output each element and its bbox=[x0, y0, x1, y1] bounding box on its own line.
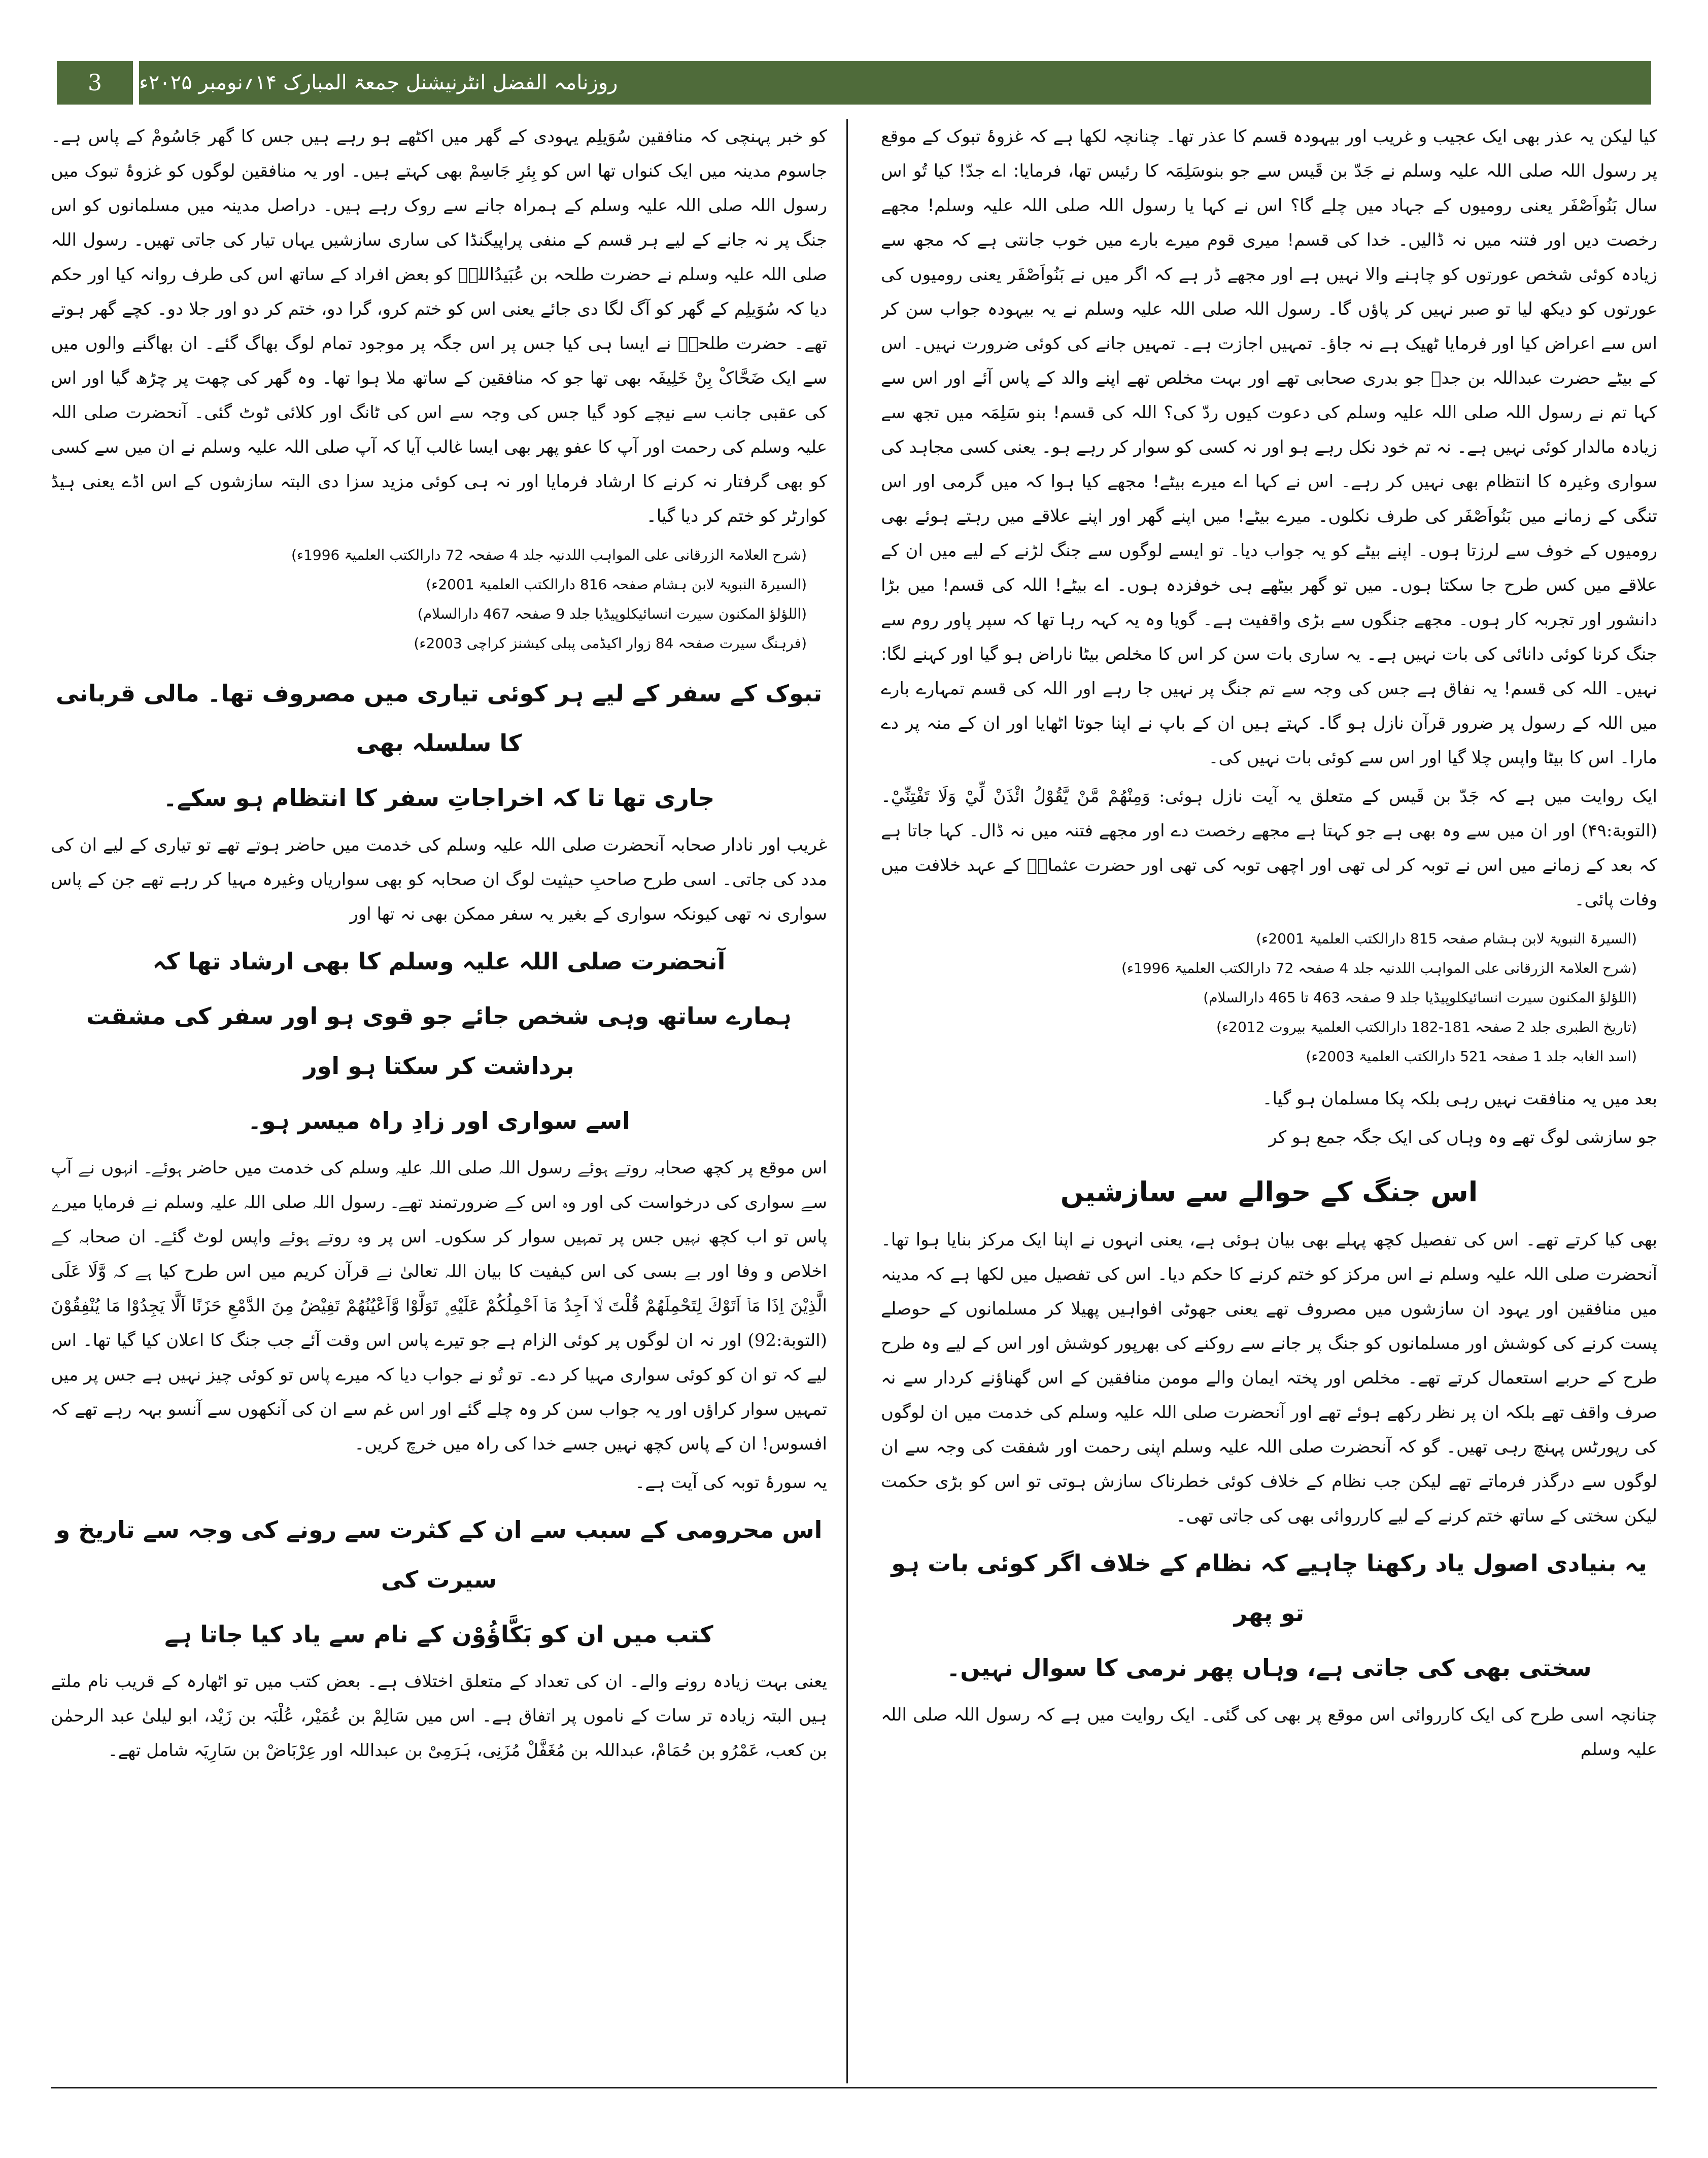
paragraph: یعنی بہت زیادہ رونے والے۔ ان کی تعداد کے متعلق اختلاف ہے۔ بعض کتب میں تو اٹھارہ کے قریب نام ملتے ہیں البتہ زیادہ تر سات کے ناموں پر اتفاق ہے۔ اس میں سَالِمْ بن عُمَیْر، عُلْبَہ بن زَیْد، ابو لیلیٰ عبد الرحمٰن بن کعب، عَمْرُو بن حُمَامْ، عبداللہ بن مُغَفَّلْ مُزَنِی، ہَرَمِیْ بن عبداللہ اور عِرْبَاضْ بن سَارِیَہ شامل تھے۔ bbox=[51, 1671, 827, 1761]
right-column bbox=[881, 119, 1657, 2099]
paragraph: غریب اور نادار صحابہ آنحضرت صلی اللہ علیہ وسلم کی خدمت میں حاضر ہوتے تھے تو تیاری کے لیے ان کی مدد کی جاتی۔ اسی طرح صاحبِ حیثیت لوگ ان صحابہ کو بھی سواریاں وغیرہ مہیا کر رہے تھے جن کے پاس سواری نہ تھی کیونکہ سواری کے بغیر یہ سفر ممکن بھی نہ تھا اور bbox=[51, 835, 827, 924]
reference: (تاریخ الطبری جلد 2 صفحہ 181-182 دارالکتب العلمیۃ بیروت 2012ء) bbox=[1216, 1019, 1637, 1035]
paragraph: اس موقع پر کچھ صحابہ روتے ہوئے رسول اللہ صلی اللہ علیہ وسلم کی خدمت میں حاضر ہوئے۔ انہوں نے آپ سے سواری کی درخواست کی اور وہ اس کے ضرورتمند تھے۔ رسول اللہ صلی اللہ علیہ وسلم نے فرمایا میرے پاس تو اب کچھ نہیں جس پر تمہیں سوار کر سکوں۔ اس پر وہ روتے ہوئے واپس لوٹ گئے۔ ان صحابہ کے اخلاص و وفا اور بے بسی کی اس کیفیت کا بیان اللہ تعالیٰ نے قرآن کریم میں اس طرح کیا ہے کہ وَّلَا عَلَى الَّذِيْنَ اِذَا مَاۤ اَتَوْكَ لِتَحْمِلَهُمْ قُلْتَ لَاۤ اَجِدُ مَاۤ اَحْمِلُكُمْ عَلَيْهِ ۪ تَوَلَّوْا وَّاَعْيُنُهُمْ تَفِيْضُ مِنَ الدَّمْعِ حَزَنًا اَلَّا يَجِدُوْا مَا يُنْفِقُوْنَ (التوبة:92) اور نہ ان لوگوں پر کوئی الزام ہے جو تیرے پاس اس وقت آئے جب جنگ کا اعلان کیا گیا تھا۔ اس لیے کہ تو ان کو کوئی سواری مہیا کر دے۔ تو تُو نے جواب دیا کہ میرے پاس تو کوئی چیز نہیں ہے جس پر میں تمہیں سوار کراؤں اور یہ جواب سن کر وہ چلے گئے اور اس غم سے ان کی آنکھوں سے آنسو بہہ رہے تھے کہ افسوس! ان کے پاس کچھ نہیں جسے خدا کی راہ میں خرچ کریں۔ bbox=[51, 1158, 827, 1454]
highlight-quote: تبوک کے سفر کے لیے ہر کوئی تیاری میں مصروف تھا۔ مالی قربانی کا سلسلہ بھی bbox=[55, 680, 823, 757]
highlight-quote: یہ بنیادی اصول یاد رکھنا چاہیے کہ نظام کے خلاف اگر کوئی بات ہو تو پھر bbox=[891, 1549, 1647, 1627]
page-number: 3 bbox=[57, 61, 133, 105]
left-column bbox=[51, 119, 827, 2099]
section-heading: اس جنگ کے حوالے سے سازشیں bbox=[1060, 1176, 1478, 1208]
paragraph: ایک روایت میں ہے کہ جَدّ بن قَیس کے متعلق یہ آیت نازل ہوئی: وَمِنْهُمْ مَّنْ يَّقُوْلُ ائْذَنْ لِّيْ وَلَا تَفْتِنِّيْ۔ (التوبة:۴۹) اور ان میں سے وہ بھی ہے جو کہتا ہے مجھے رخصت دے اور مجھے فتنہ میں نہ ڈال۔ کہا جاتا ہے کہ بعد کے زمانے میں اس نے توبہ کر لی تھی اور اچھی توبہ کی تھی اور حضرت عثمانؓ کے عہد خلافت میں وفات پائی۔ bbox=[881, 786, 1657, 910]
page-header bbox=[57, 61, 1651, 105]
reference: (فرہنگ سیرت صفحہ 84 زوار اکیڈمی پبلی کیشنز کراچی 2003ء) bbox=[414, 635, 807, 652]
paragraph: کیا لیکن یہ عذر بھی ایک عجیب و غریب اور بیہودہ قسم کا عذر تھا۔ چنانچہ لکھا ہے کہ غزوۂ تبوک کے موقع پر رسول اللہ صلی اللہ علیہ وسلم نے جَدّ بن قَیس سے جو بنوسَلِمَہ کا رئیس تھا، فرمایا: اے جدّ! کیا تُو اس سال بَنُواَصْفَر یعنی رومیوں کے جہاد میں چلے گا؟ اس نے کہا یا رسول اللہ صلی اللہ علیہ وسلم! مجھے رخصت دیں اور فتنہ میں نہ ڈالیں۔ خدا کی قسم! میری قوم میرے بارے میں خوب جانتی ہے کہ مجھ سے زیادہ کوئی شخص عورتوں کو چاہنے والا نہیں ہے اور مجھے ڈر ہے کہ اگر میں نے بَنُواَصْفَر یعنی رومیوں کی عورتوں کو دیکھ لیا تو صبر نہیں کر پاؤں گا۔ رسول اللہ صلی اللہ علیہ وسلم نے یہ بیہودہ جواب سن کر اس سے اعراض کیا اور فرمایا ٹھیک ہے نہ جاؤ۔ تمہیں اجازت ہے۔ تمہیں جانے کی کوئی ضرورت نہیں۔ اس کے بیٹے حضرت عبداللہ بن جدؓ جو بدری صحابی تھے اور بہت مخلص تھے اپنے والد کے پاس آئے اور اس سے کہا تم نے رسول اللہ صلی اللہ علیہ وسلم کی دعوت کیوں ردّ کی؟ اللہ کی قسم! بنو سَلِمَہ میں تجھ سے زیادہ مالدار کوئی نہیں ہے۔ نہ تم خود نکل رہے ہو اور نہ کسی کو سوار کر رہے ہو۔ یعنی کسی مجاہد کی سواری وغیرہ کا انتظام بھی نہیں کر رہے۔ اس نے کہا اے میرے بیٹے! مجھے کیا ہوا کہ میں گرمی اور اس تنگی کے زمانے میں بَنُواَصْفَر کی طرف نکلوں۔ میرے بیٹے! میں اپنے گھر اور اپنے علاقے میں رہتے ہوئے بھی رومیوں کے خوف سے لرزتا ہوں۔ اپنے بیٹے کو یہ جواب دیا۔ تو ایسے لوگوں سے جنگ لڑنے کے لیے میں ان کے علاقے میں کس طرح جا سکتا ہوں۔ میں تو گھر بیٹھے ہی خوفزدہ ہوں۔ اے بیٹے! اللہ کی قسم! میں بڑا دانشور اور تجربہ کار ہوں۔ مجھے جنگوں سے بڑی واقفیت ہے۔ گویا وہ یہ کہہ رہا تھا کہ سپر پاور روم سے جنگ کرنا کوئی دانائی کی بات نہیں ہے۔ یہ ساری بات سن کر اس کا مخلص بیٹا ناراض ہو گیا اور کہنے لگا: نہیں۔ اللہ کی قسم! یہ نفاق ہے جس کی وجہ سے تم جنگ پر نہیں جا رہے اور اللہ کی قسم تمہارے بارے میں اللہ کے رسول پر ضرور قرآن نازل ہو گا۔ کہتے ہیں ان کے باپ نے اپنا جوتا اٹھایا اور ان کے منہ پر دے مارا۔ اس کا بیٹا واپس چلا گیا اور اس سے کوئی بات نہیں کی۔ bbox=[881, 126, 1657, 768]
paragraph: چنانچہ اسی طرح کی ایک کارروائی اس موقع پر بھی کی گئی۔ ایک روایت میں ہے کہ رسول اللہ صلی اللہ علیہ وسلم bbox=[881, 1705, 1657, 1760]
reference: (السیرۃ النبویۃ لابن ہشام صفحہ 815 دارالکتب العلمیۃ 2001ء) bbox=[1256, 930, 1637, 947]
bottom-rule bbox=[51, 2087, 1657, 2088]
highlight-quote: کتب میں ان کو بَکَّاؤُوْن کے نام سے یاد کیا جاتا ہے bbox=[164, 1621, 713, 1648]
highlight-quote: ہمارے ساتھ وہی شخص جائے جو قوی ہو اور سفر کی مشقت برداشت کر سکتا ہو اور bbox=[86, 1002, 792, 1080]
paragraph: یہ سورۂ توبہ کی آیت ہے۔ bbox=[635, 1472, 827, 1493]
reference: (اللؤلؤ المکنون سیرت انسائیکلوپیڈیا جلد 9 صفحہ 467 دارالسلام) bbox=[417, 605, 807, 622]
paragraph: جو سازشی لوگ تھے وہ وہاں کی ایک جگہ جمع ہو کر bbox=[1269, 1127, 1657, 1148]
newspaper-title: روزنامہ الفضل انٹرنیشنل جمعۃ المبارک ۱۴؍نومبر ۲۰۲۵ء bbox=[139, 71, 618, 94]
reference: (اللؤلؤ المکنون سیرت انسائیکلوپیڈیا جلد 9 صفحہ 463 تا 465 دارالسلام) bbox=[1203, 989, 1637, 1006]
reference-list bbox=[51, 541, 827, 658]
reference: (شرح العلامۃ الزرقانی علی المواہب اللدنیہ جلد 4 صفحہ 72 دارالکتب العلمیۃ 1996ء) bbox=[1121, 960, 1637, 976]
highlight-quote: سختی بھی کی جاتی ہے، وہاں پھر نرمی کا سوال نہیں۔ bbox=[946, 1654, 1592, 1681]
newspaper-title-bar bbox=[139, 61, 1651, 105]
highlight-quote: اسے سواری اور زادِ راہ میسر ہو۔ bbox=[248, 1107, 630, 1134]
reference: (السیرۃ النبویۃ لابن ہشام صفحہ 816 دارالکتب العلمیۃ 2001ء) bbox=[426, 576, 807, 593]
column-divider bbox=[846, 119, 848, 2083]
highlight-quote: آنحضرت صلی اللہ علیہ وسلم کا بھی ارشاد تھا کہ bbox=[152, 948, 726, 975]
reference: (شرح العلامۃ الزرقانی علی المواہب اللدنیہ جلد 4 صفحہ 72 دارالکتب العلمیۃ 1996ء) bbox=[291, 547, 807, 563]
highlight-quote: اس محرومی کے سبب سے ان کے کثرت سے رونے کی وجہ سے تاریخ و سیرت کی bbox=[55, 1516, 823, 1593]
paragraph: کو خبر پہنچی کہ منافقین سُوَیلِم یہودی کے گھر میں اکٹھے ہو رہے ہیں جس کا گھر جَاسُومْ کے پاس ہے۔ جاسوم مدینہ میں ایک کنواں تھا اس کو بِئرِ جَاسِمْ بھی کہتے ہیں۔ اور یہ منافقین لوگوں کو غزوۂ تبوک میں رسول اللہ صلی اللہ علیہ وسلم کے ہمراہ جانے سے روک رہے ہیں۔ دراصل مدینہ میں مسلمانوں کو اس جنگ پر نہ جانے کے لیے ہر قسم کے منفی پراپیگنڈا کی ساری سازشیں یہاں تیار کی جاتی تھیں۔ رسول اللہ صلی اللہ علیہ وسلم نے حضرت طلحہ بن عُبَیدُاللہؓ کو بعض افراد کے ساتھ اس کی طرف روانہ کیا اور حکم دیا کہ سُوَیلِم کے گھر کو آگ لگا دی جائے یعنی اس کو ختم کرو، گرا دو، ختم کر دو اور جلا دو۔ کچے گھر ہوتے تھے۔ حضرت طلحہؓ نے ایسا ہی کیا جس پر اس جگہ پر موجود تمام لوگ بھاگ گئے۔ ان بھاگنے والوں میں سے ایک ضَحَّاکْ بِنْ خَلِیفَہ بھی تھا جو کہ منافقین کے ساتھ ملا ہوا تھا۔ وہ گھر کی چھت پر چڑھ گیا اور اس کی عقبی جانب سے نیچے کود گیا جس کی وجہ سے اس کی ٹانگ اور کلائی ٹوٹ گئی۔ آنحضرت صلی اللہ علیہ وسلم کی رحمت اور آپ کا عفو پھر بھی ایسا غالب آیا کہ آپ صلی اللہ علیہ وسلم نے ان میں سے کسی کو بھی گرفتار نہ کرنے کا ارشاد فرمایا اور نہ ہی کوئی مزید سزا دی البتہ سازشوں کے اس اڈے یعنی ہیڈ کوارٹر کو ختم کر دیا گیا۔ bbox=[51, 126, 827, 526]
paragraph: بعد میں یہ منافقت نہیں رہی بلکہ پکا مسلمان ہو گیا۔ bbox=[1262, 1089, 1657, 1109]
reference-list bbox=[881, 924, 1657, 1071]
highlight-quote: جاری تھا تا کہ اخراجاتِ سفر کا انتظام ہو سکے۔ bbox=[163, 784, 715, 812]
reference: (اسد الغابہ جلد 1 صفحہ 521 دارالکتب العلمیۃ 2003ء) bbox=[1306, 1048, 1637, 1065]
paragraph: بھی کیا کرتے تھے۔ اس کی تفصیل کچھ پہلے بھی بیان ہوئی ہے، یعنی انہوں نے اپنا ایک مرکز بنایا ہوا تھا۔ آنحضرت صلی اللہ علیہ وسلم نے اس مرکز کو ختم کرنے کا حکم دیا۔ اس کی تفصیل میں لکھا ہے کہ مدینہ میں منافقین اور یہود ان سازشوں میں مصروف تھے یعنی جھوٹی افواہیں پھیلا کر مسلمانوں کے حوصلے پست کرنے کی کوشش اور مسلمانوں کو جنگ پر جانے سے روکنے کی بھرپور کوشش اور اس کے لیے وہ طرح طرح کے حربے استعمال کرتے تھے۔ مخلص اور پختہ ایمان والے مومن منافقین کے اس گھناؤنے کردار سے نہ صرف واقف تھے بلکہ ان پر نظر رکھے ہوئے تھے اور آنحضرت صلی اللہ علیہ وسلم کی خدمت میں ان لوگوں کی رپورٹس پہنچ رہی تھیں۔ گو کہ آنحضرت صلی اللہ علیہ وسلم اپنی رحمت اور شفقت کی وجہ سے ان لوگوں سے درگذر فرماتے تھے لیکن جب نظام کے خلاف کوئی خطرناک سازش ہوتی تو اس کو بڑی حکمت لیکن سختی کے ساتھ ختم کرنے کے لیے کارروائی بھی کی جاتی تھی۔ bbox=[881, 1230, 1657, 1526]
